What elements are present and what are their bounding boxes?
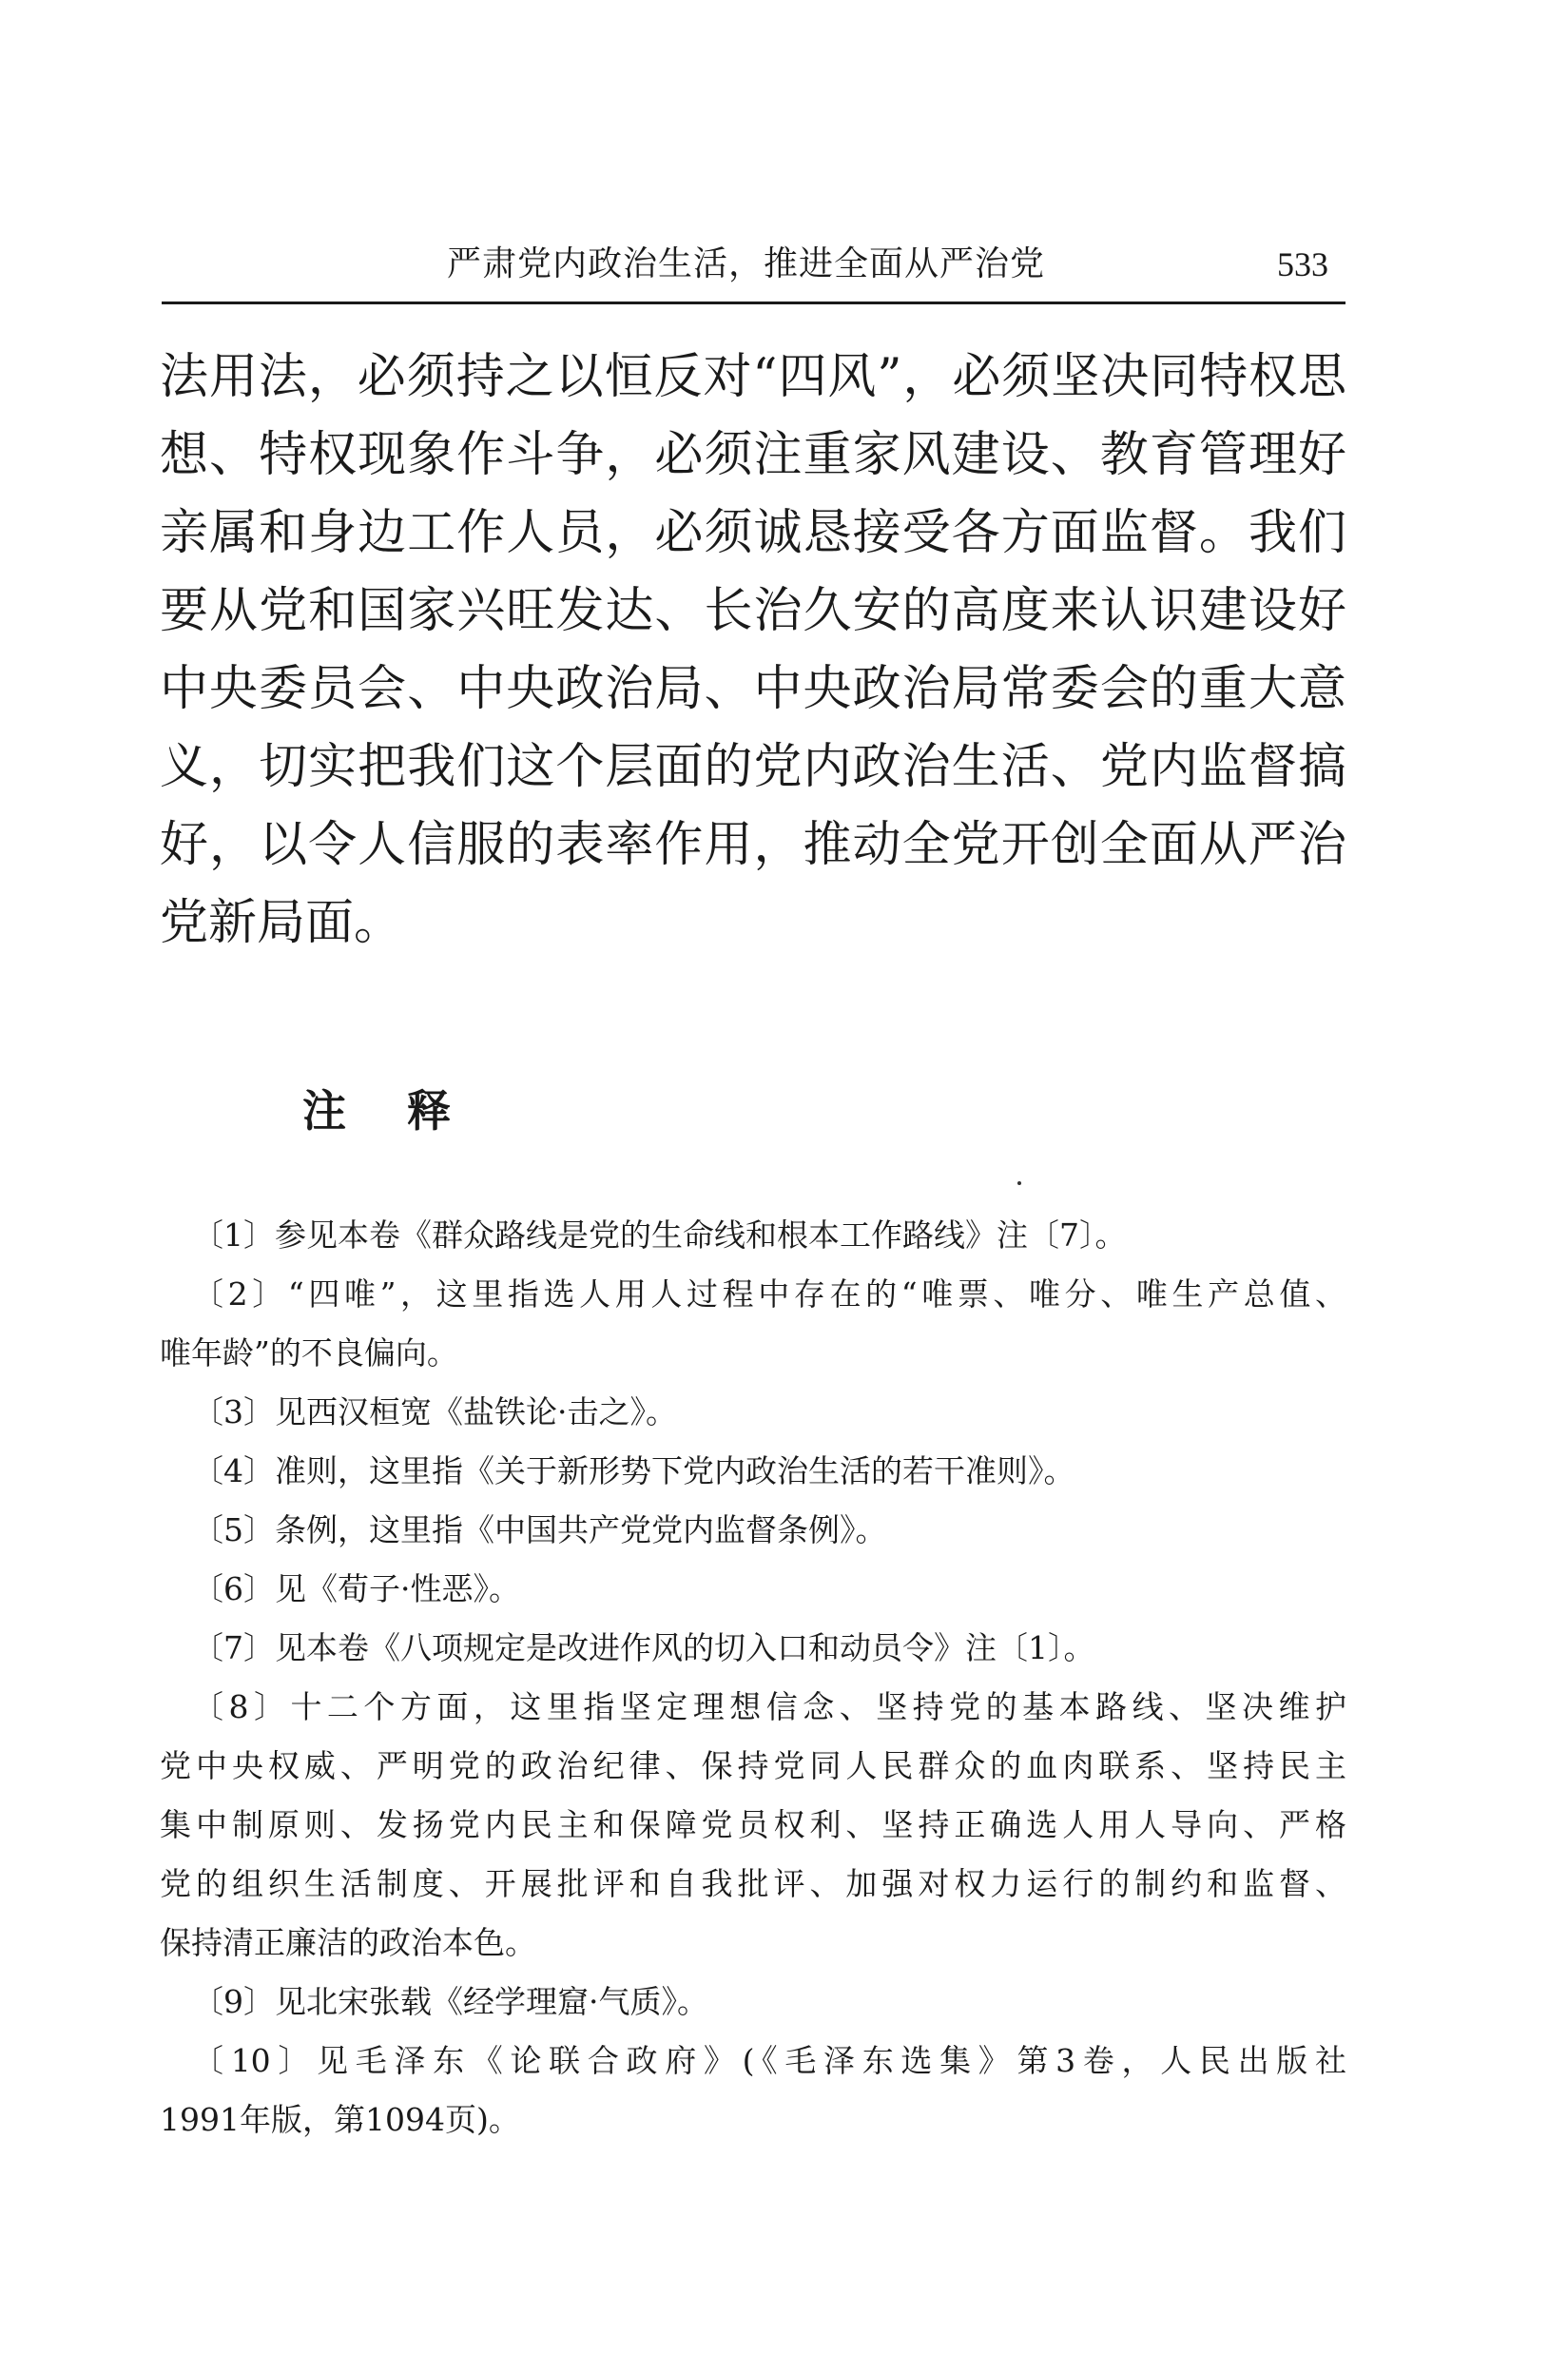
note-line: 保持清正廉洁的政治本色。 bbox=[160, 1924, 536, 1961]
note-line: 〔6〕见《荀子·性恶》。 bbox=[192, 1570, 520, 1607]
body-line: 好，以令人信服的表率作用，推动全党开创全面从严治 bbox=[160, 817, 1346, 873]
running-title: 严肃党内政治生活，推进全面从严治党 bbox=[447, 244, 1046, 283]
body-line: 要从党和国家兴旺发达、长治久安的高度来认识建设好 bbox=[160, 583, 1346, 639]
note-line: 〔7〕见本卷《八项规定是改进作风的切入口和动员令》注〔1〕。 bbox=[192, 1629, 1095, 1666]
note-line: 〔8〕十二个方面，这里指坚定理想信念、坚持党的基本路线、坚决维护 bbox=[192, 1688, 1346, 1725]
note-line: 〔2〕“四唯”，这里指选人用人过程中存在的“唯票、唯分、唯生产总值、 bbox=[192, 1275, 1346, 1313]
body-line: 义，切实把我们这个层面的党内政治生活、党内监督搞 bbox=[160, 739, 1346, 795]
notes-heading: 注释 bbox=[302, 1085, 512, 1137]
note-line: 〔10〕见毛泽东《论联合政府》(《毛泽东选集》第3卷，人民出版社 bbox=[192, 2042, 1346, 2079]
body-paragraph bbox=[160, 339, 1346, 963]
note-line: 唯年龄”的不良偏向。 bbox=[160, 1334, 458, 1372]
note-line: 1991年版，第1094页)。 bbox=[160, 2101, 520, 2138]
body-line: 亲属和身边工作人员，必须诚恳接受各方面监督。我们 bbox=[160, 505, 1346, 561]
body-line: 党新局面。 bbox=[160, 895, 403, 951]
page-number: 533 bbox=[1277, 245, 1328, 283]
header-rule bbox=[162, 302, 1345, 304]
note-line: 〔9〕见北宋张载《经学理窟·气质》。 bbox=[192, 1983, 708, 2020]
notes-list bbox=[160, 1206, 1346, 2150]
note-line: 〔5〕条例，这里指《中国共产党党内监督条例》。 bbox=[192, 1511, 887, 1548]
running-head bbox=[162, 236, 1345, 293]
body-line: 法用法，必须持之以恒反对“四风”，必须坚决同特权思 bbox=[160, 349, 1346, 405]
print-speck bbox=[1017, 1181, 1021, 1185]
note-line: 〔4〕准则，这里指《关于新形势下党内政治生活的若干准则》。 bbox=[192, 1452, 1075, 1489]
body-line: 中央委员会、中央政治局、中央政治局常委会的重大意 bbox=[160, 661, 1346, 717]
note-line: 〔1〕参见本卷《群众路线是党的生命线和根本工作路线》注〔7〕。 bbox=[192, 1216, 1127, 1254]
note-line: 党中央权威、严明党的政治纪律、保持党同人民群众的血肉联系、坚持民主 bbox=[160, 1747, 1346, 1784]
body-line: 想、特权现象作斗争，必须注重家风建设、教育管理好 bbox=[160, 427, 1346, 483]
note-line: 集中制原则、发扬党内民主和保障党员权利、坚持正确选人用人导向、严格 bbox=[160, 1806, 1346, 1843]
note-line: 党的组织生活制度、开展批评和自我批评、加强对权力运行的制约和监督、 bbox=[160, 1865, 1346, 1902]
note-line: 〔3〕见西汉桓宽《盐铁论·击之》。 bbox=[192, 1393, 677, 1430]
